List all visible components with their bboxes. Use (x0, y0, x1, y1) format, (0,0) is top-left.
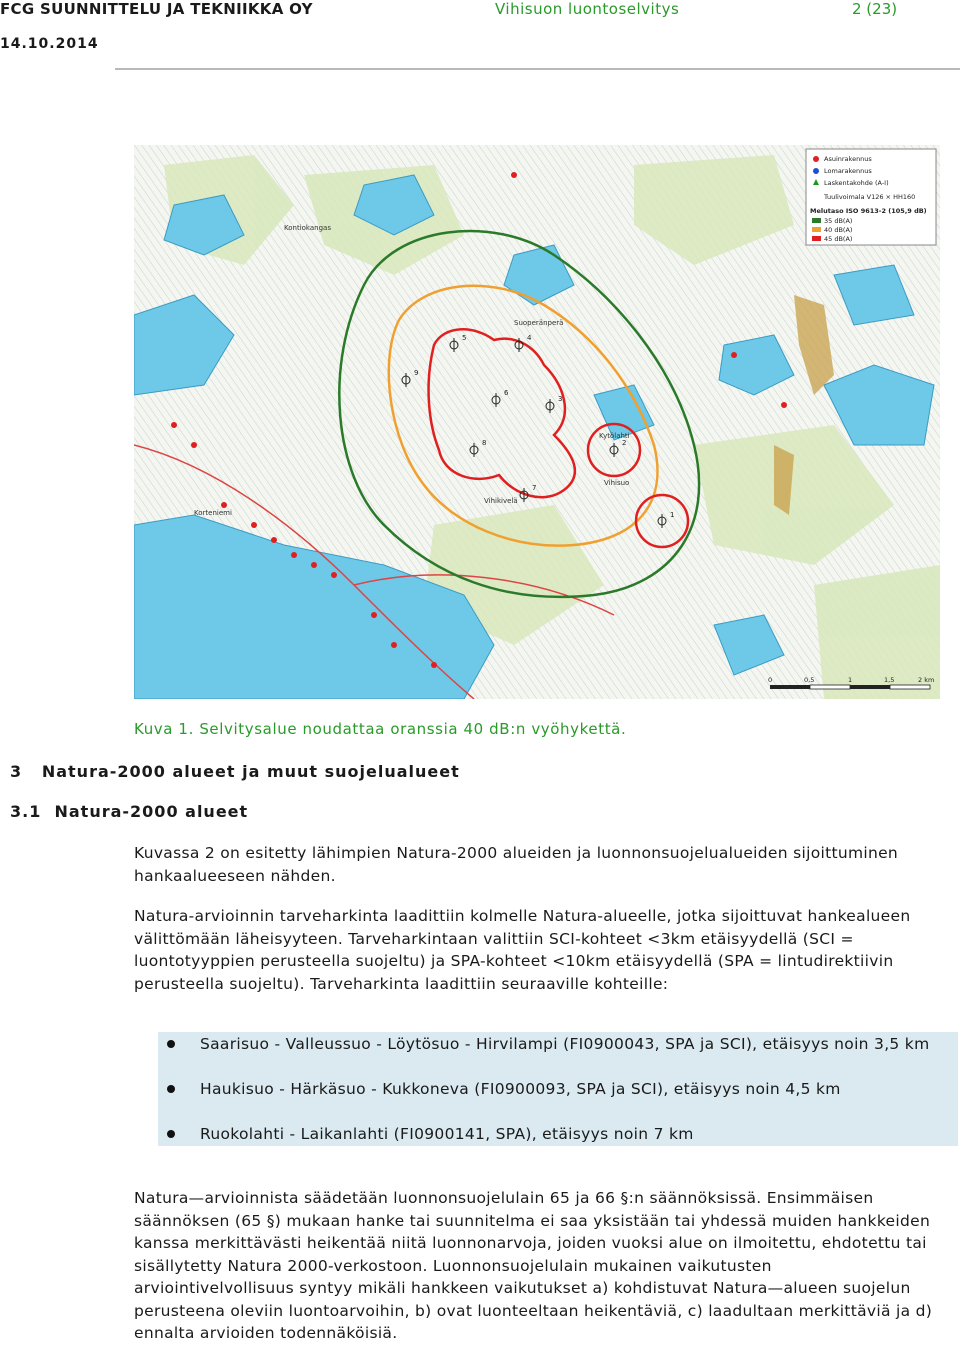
turbine-label: 5 (462, 334, 467, 342)
turbine-label: 8 (482, 439, 487, 447)
section-heading: 3 Natura-2000 alueet ja muut suojelualueet (10, 762, 460, 781)
scale-tick: 1,5 (884, 676, 895, 684)
figure-caption: Kuva 1. Selvitysalue noudattaa oranssia 40 dB:n vyöhykettä. (134, 720, 627, 738)
scale-tick: 0,5 (804, 676, 815, 684)
list-item: Saarisuo - Valleussuo - Löytösuo - Hirvilampi (FI0900043, SPA ja SCI), etäisyys noin 3,5 km (200, 1035, 930, 1053)
page-number: 2 (23) (852, 0, 898, 18)
scale-tick: 0 (768, 676, 773, 684)
legend-noise-level: 45 dB(A) (824, 235, 853, 243)
legend-item: Laskentakohde (A-I) (824, 179, 889, 187)
document-title: Vihisuon luontoselvitys (495, 0, 680, 18)
scale-tick: 1 (848, 676, 853, 684)
legal-paragraph: Natura—arvioinnista säädetään luonnonsuojelulain 65 ja 66 §:n säännöksissä. Ensimmäisen säännöksen (65 §) mukaan hanke tai suunnitelma ei saa yksistään tai yhdessä muiden hankkeiden kanssa merkittävästi heikentää niitä luonnonarvoja, joiden vuoksi alue on ilmoitettu, ehdotettu tai sisällytetty Natura 2000-verkostoon. Luonnonsuojelulain mukainen vaikutusten arviointivelvollisuus syntyy mikäli hankkeen vaikutukset a) kohdistuvat Natura—alueen suojelun perusteena oleviin luontoarvoihin, b) ovat luonteeltaan heikentäviä, c) laadultaan merkittäviä ja d) ennalta arvioiden todennäköisiä. (134, 1189, 933, 1342)
scale-tick: 2 km (918, 676, 935, 684)
turbine-label: 9 (414, 369, 419, 377)
header-divider (115, 68, 960, 70)
legend-item: Asuinrakennus (824, 155, 872, 163)
legend-noise-level: 40 dB(A) (824, 226, 853, 234)
bullet-icon (167, 1130, 175, 1138)
company-name: FCG SUUNNITTELU JA TEKNIIKKA OY (0, 0, 313, 18)
subsection-heading: 3.1 Natura-2000 alueet (10, 802, 249, 821)
place-label: Vihisuo (604, 479, 630, 487)
document-date: 14.10.2014 (0, 36, 99, 52)
legend-noise-title: Melutaso ISO 9613-2 (105,9 dB) (810, 207, 927, 215)
turbine-label: 4 (527, 334, 532, 342)
bullet-icon (167, 1040, 175, 1048)
bullet-icon (167, 1085, 175, 1093)
intro-paragraph: Kuvassa 2 on esitetty lähimpien Natura-2000 alueiden ja luonnonsuojelualueiden sijoittuminen hankaalueeseen nähden. (134, 844, 899, 885)
place-label: Suoperänperä (514, 319, 564, 327)
list-item: Ruokolahti - Laikanlahti (FI0900141, SPA), etäisyys noin 7 km (200, 1125, 694, 1143)
legend-noise-level: 35 dB(A) (824, 217, 853, 225)
turbine-label: 2 (622, 439, 627, 447)
turbine-label: 7 (532, 484, 537, 492)
place-label: Kytölahti (599, 432, 630, 440)
noise-zone-map (134, 145, 940, 699)
place-label: Kontiokangas (284, 224, 331, 232)
legend-item: Tuulivoimala V126 × HH160 (824, 193, 916, 201)
list-item: Haukisuo - Härkäsuo - Kukkoneva (FI0900093, SPA ja SCI), etäisyys noin 4,5 km (200, 1080, 841, 1098)
place-label: Korteniemi (194, 509, 232, 517)
turbine-label: 3 (558, 395, 563, 403)
turbine-label: 1 (670, 511, 675, 519)
map-legend (806, 149, 936, 245)
legend-item: Lomarakennus (824, 167, 872, 175)
place-label: Vihikivelä (484, 497, 518, 505)
natura-site-list (158, 1032, 958, 1146)
assessment-paragraph: Natura-arvioinnin tarveharkinta laadittiin kolmelle Natura-alueelle, jotka sijoittuvat hankealueen välittömään läheisyyteen. Tarveharkintaan valittiin SCI-kohteet <3km etäisyydellä (SCI = luontotyyppien perusteella suojeltu) ja SPA-kohteet <10km etäisyydellä (SPA = lintudirektiivin perusteella suojeltu). Tarveharkinta laadittiin seuraaville kohteille: (134, 907, 911, 993)
turbine-label: 6 (504, 389, 509, 397)
